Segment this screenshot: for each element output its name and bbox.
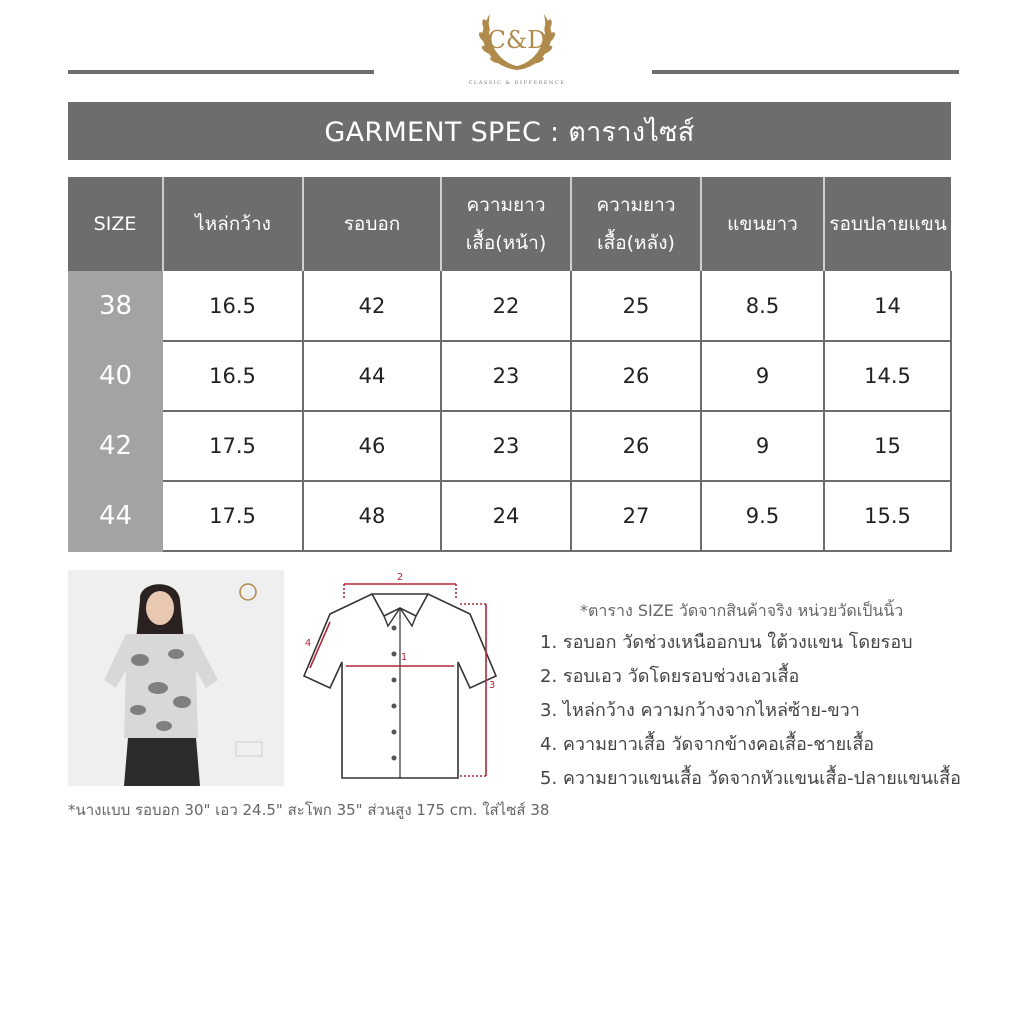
column-header: ความยาว เสื้อ(หลัง)	[571, 177, 701, 271]
table-cell: 27	[571, 481, 701, 551]
table-cell: 16.5	[163, 271, 303, 341]
brand-logo	[462, 4, 572, 88]
table-cell: 24	[441, 481, 571, 551]
measurement-diagram	[300, 570, 500, 790]
table-cell: 15	[824, 411, 951, 481]
column-header: รอบปลายแขน	[824, 177, 951, 271]
table-cell: 22	[441, 271, 571, 341]
table-cell: 48	[303, 481, 441, 551]
note-item: 3. ไหล่กว้าง ความกว้างจากไหล่ซ้าย-ขวา	[540, 700, 860, 721]
table-cell: 23	[441, 411, 571, 481]
logo-tagline: CLASSIC & DIFFERENCE	[468, 80, 566, 86]
table-cell: 46	[303, 411, 441, 481]
table-row	[68, 411, 951, 481]
size-cell: 40	[68, 341, 163, 411]
table-cell: 9.5	[701, 481, 824, 551]
column-header: แขนยาว	[701, 177, 824, 271]
size-cell: 44	[68, 481, 163, 551]
table-cell: 17.5	[163, 411, 303, 481]
table-cell: 16.5	[163, 341, 303, 411]
table-cell: 44	[303, 341, 441, 411]
notes-header: *ตาราง SIZE วัดจากสินค้าจริง หน่วยวัดเป็นนิ้ว	[580, 601, 904, 620]
size-cell: 42	[68, 411, 163, 481]
table-cell: 23	[441, 341, 571, 411]
measure-label: 1	[400, 652, 408, 663]
size-spec-table	[68, 177, 952, 552]
table-cell: 25	[571, 271, 701, 341]
table-cell: 15.5	[824, 481, 951, 551]
logo-monogram: C&D	[487, 26, 547, 54]
note-item: 1. รอบอก วัดช่วงเหนืออกบน ใต้วงแขน โดยรอบ	[540, 632, 913, 653]
model-figure-icon	[68, 570, 284, 786]
page-title: GARMENT SPEC : ตารางไซส์	[68, 102, 951, 160]
table-row	[68, 481, 951, 551]
note-item: 2. รอบเอว วัดโดยรอบช่วงเอวเสื้อ	[540, 666, 800, 687]
measure-label: 3	[488, 680, 496, 691]
header-rule-right	[652, 70, 959, 74]
table-cell: 42	[303, 271, 441, 341]
column-header: รอบอก	[303, 177, 441, 271]
model-photo	[68, 570, 284, 786]
measure-label: 4	[304, 638, 312, 649]
table-cell: 14	[824, 271, 951, 341]
measurement-notes	[540, 596, 980, 796]
model-footnote: *นางแบบ รอบอก 30" เอว 24.5" สะโพก 35" ส่วนสูง 175 cm. ใส่ไซส์ 38	[68, 801, 550, 819]
table-cell: 14.5	[824, 341, 951, 411]
laurel-logo-icon	[472, 4, 562, 76]
note-item: 5. ความยาวแขนเสื้อ วัดจากหัวแขนเสื้อ-ปลายแขนเสื้อ	[540, 768, 961, 789]
size-cell: 38	[68, 271, 163, 341]
table-cell: 9	[701, 341, 824, 411]
note-item: 4. ความยาวเสื้อ วัดจากข้างคอเสื้อ-ชายเสื้อ	[540, 734, 875, 755]
column-header: ไหล่กว้าง	[163, 177, 303, 271]
table-cell: 8.5	[701, 271, 824, 341]
header-rule-left	[68, 70, 374, 74]
table-row	[68, 271, 951, 341]
shirt-outline-icon	[300, 570, 500, 790]
column-header: ความยาว เสื้อ(หน้า)	[441, 177, 571, 271]
table-cell: 9	[701, 411, 824, 481]
table-cell: 17.5	[163, 481, 303, 551]
table-row	[68, 341, 951, 411]
measure-label: 2	[396, 572, 404, 583]
table-cell: 26	[571, 411, 701, 481]
table-header-row	[68, 177, 951, 271]
column-header: SIZE	[68, 177, 163, 271]
table-cell: 26	[571, 341, 701, 411]
